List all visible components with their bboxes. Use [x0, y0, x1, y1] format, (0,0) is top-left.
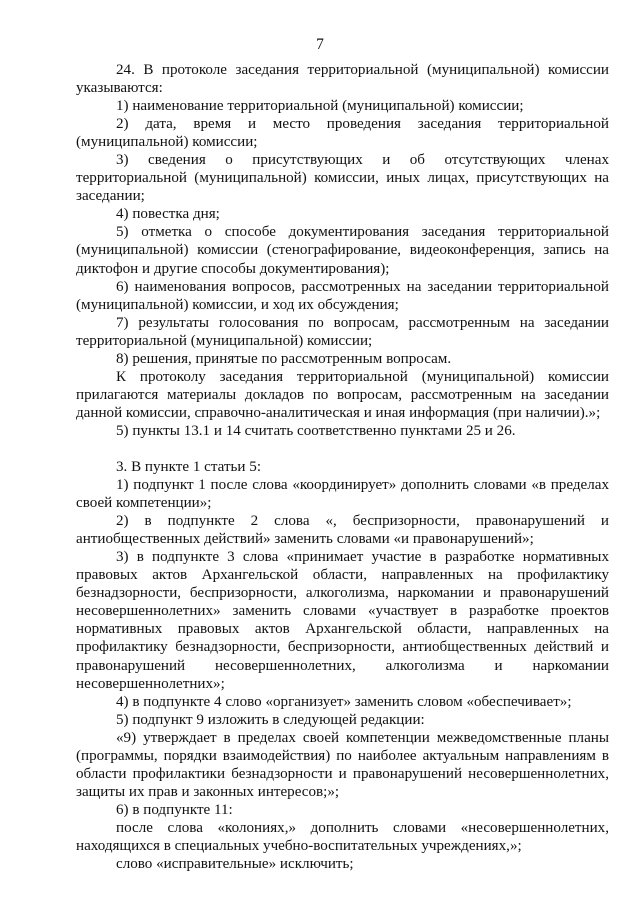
paragraph-section-3-heading: 3. В пункте 1 статьи 5:: [116, 458, 262, 475]
paragraph-amend-subitem-4: 4) в подпункте 4 слово «организует» заменить словом «обеспечивает»;: [116, 693, 572, 710]
paragraph-subitem-3: 3) сведения о присутствующих и об отсутствующих членах территориальной (муниципальной) комиссии, иных лицах, присутствующих на заседании;: [76, 152, 609, 205]
paragraph-amend-subitem-5: 5) подпункт 9 изложить в следующей редакции:: [116, 711, 425, 728]
paragraph-subitem-6: 6) наименования вопросов, рассмотренных на заседании территориальной (муниципальной) комиссии, и ход их обсуждения;: [76, 278, 609, 313]
paragraph-protocol-attachments: К протоколу заседания территориальной (муниципальной) комиссии прилагаются материалы докладов по вопросам, рассмотренным на заседании данной комиссии, справочно-аналитическая и иная информация (при наличии).»;: [76, 368, 609, 421]
paragraph-subitem-8: 8) решения, принятые по рассмотренным вопросам.: [116, 350, 452, 367]
paragraph-amend-subitem-3: 3) в подпункте 3 слова «принимает участие в разработке нормативных правовых актов Архангельской области, направленных на профилактику безнадзорности, беспризорности, алкоголизма, наркомании и правонарушений несовершеннолетних» заменить словами «участвует в разработке проектов нормативных правовых актов Архангельской области, направленных на профилактику безнадзорности, беспризорности, антиобщественных действий и правонарушений несовершеннолетних, алкоголизма и наркомании несовершеннолетних»;: [76, 549, 609, 692]
paragraph-subitem-5: 5) отметка о способе документирования заседания территориальной (муниципальной) комиссии (стенографирование, видеоконференция, запись на диктофон и другие способы документирования);: [76, 224, 609, 277]
paragraph-amend-subitem-6: 6) в подпункте 11:: [116, 801, 233, 818]
paragraph-subitem-7: 7) результаты голосования по вопросам, рассмотренным на заседании территориальной (муниципальной) комиссии;: [76, 314, 609, 349]
paragraph-subitem-1: 1) наименование территориальной (муниципальной) комиссии;: [116, 98, 524, 115]
paragraph-amend-subitem-2: 2) в подпункте 2 слова «, беспризорности, правонарушений и антиобщественных действий» заменить словами «и правонарушений»;: [76, 513, 609, 548]
paragraph-renumber-items: 5) пункты 13.1 и 14 считать соответственно пунктами 25 и 26.: [116, 422, 516, 439]
page-number: 7: [316, 36, 324, 53]
paragraph-after-colonies: после слова «колониях,» дополнить словами «несовершеннолетних, находящихся в специальных учебно-воспитательных учреждениях,»;: [76, 819, 609, 854]
paragraph-subitem-4: 4) повестка дня;: [116, 206, 220, 223]
paragraph-subitem-2: 2) дата, время и место проведения заседания территориальной (муниципальной) комиссии;: [76, 116, 609, 151]
document-body: [76, 61, 609, 873]
paragraph-remove-word: слово «исправительные» исключить;: [116, 856, 354, 873]
paragraph-new-subitem-9: «9) утверждает в пределах своей компетенции межведомственные планы (программы, порядки взаимодействия) по наиболее актуальным направлениям в области профилактики безнадзорности и правонарушений несовершеннолетних, защиты их прав и законных интересов;»;: [76, 729, 609, 800]
paragraph-item-24: 24. В протоколе заседания территориальной (муниципальной) комиссии указываются:: [76, 62, 609, 97]
paragraph-amend-subitem-1: 1) подпункт 1 после слова «координирует» дополнить словами «в пределах своей компетенции»;: [76, 477, 609, 512]
